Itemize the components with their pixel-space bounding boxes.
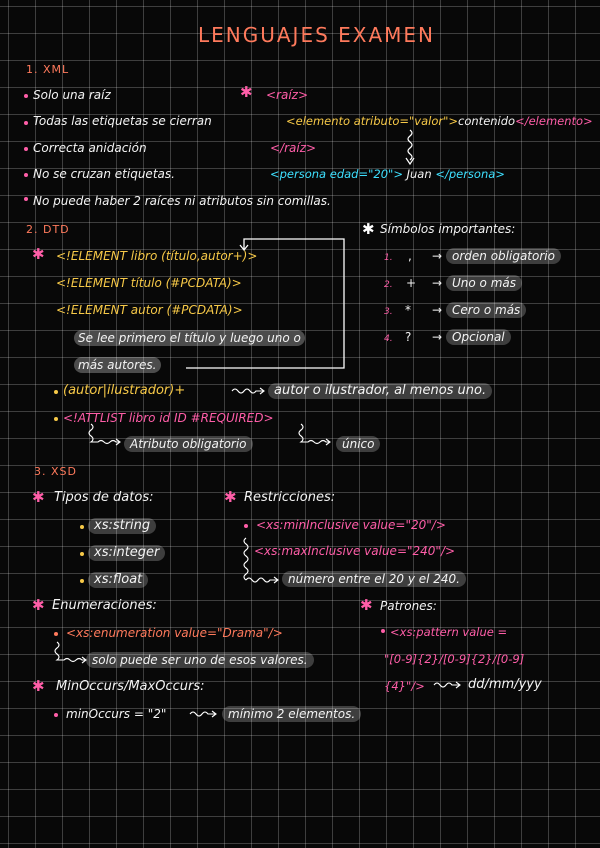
star-icon: ✱ [224,488,237,506]
dtd-autor-ilustrador: (autor|ilustrador)+ [63,383,186,398]
symbol-meaning: Opcional [446,329,511,345]
xml-point-1: Solo una raíz [33,88,111,102]
xsd-types-title: Tipos de datos: [54,490,154,505]
xsd-enum-meaning: solo puede ser uno de esos valores. [86,652,314,668]
xsd-pattern-line-1 [390,624,507,640]
xsd-pattern-line-3: {4}"/> [384,679,425,693]
symbol-meaning: Cero o más [446,302,526,318]
xsd-max-inclusive: <xs:maxInclusive value="240"/> [254,544,456,558]
bracket-arrow-icon [160,236,350,370]
dtd-heading: 2. DTD [26,223,70,236]
star-icon: ✱ [32,596,45,614]
xml-root-close: </raíz> [270,141,317,155]
symbol-num: 4. [384,334,393,344]
symbol-char: ? [405,330,412,344]
symbol-char: , [408,249,412,263]
symbols-title: Símbolos importantes: [380,222,516,236]
star-icon: ✱ [360,596,373,614]
element-close-tag: </elemento> [515,114,593,128]
xsd-type: xs:float [88,572,148,588]
page-title: LENGUAJES EXAMEN [198,23,436,47]
dtd-attlist: <!ATTLIST libro id ID #REQUIRED> [63,411,274,425]
squiggle-down-arrow-icon [404,130,416,166]
bullet [54,390,58,394]
dtd-note-line-1: Se lee primero el título y luego uno o [74,330,305,346]
dtd-element-titulo: <!ELEMENT título (#PCDATA)> [56,276,242,290]
xml-root-open: <raíz> [266,88,309,102]
persona-content: Juan [406,167,432,181]
xsd-heading: 3. XSD [34,465,77,478]
symbol-num: 1. [384,253,393,263]
persona-open-tag: <persona edad="20"> [270,167,403,181]
persona-close-tag: </persona> [435,167,505,181]
xsd-enum-title: Enumeraciones: [52,598,157,613]
bullet [24,197,28,201]
dtd-required-meaning: Atributo obligatorio [124,436,253,452]
xml-heading: 1. XML [26,63,70,76]
arrow-right-icon: → [432,330,443,344]
wavy-arrow-icon [246,574,282,586]
bullet [54,713,58,717]
xsd-type: xs:string [88,518,156,534]
bullet [244,524,248,528]
xsd-restrictions-title: Restricciones: [244,490,336,505]
bullet [381,629,385,633]
element-open-tag: <elemento atributo="valor"> [286,114,459,128]
bullet [54,417,58,421]
xml-point-4: No se cruzan etiquetas. [33,167,175,181]
symbol-num: 2. [384,280,393,290]
xsd-min-inclusive: <xs:minInclusive value="20"/> [256,518,446,532]
dtd-note-line-2: más autores. [74,357,161,373]
dtd-id-meaning: único [336,436,380,452]
xsd-min-occurs: minOccurs = "2" [66,707,167,721]
bullet [80,579,84,583]
star-icon: ✱ [32,677,45,695]
curly-arrow-icon [54,642,90,666]
symbol-meaning: orden obligatorio [446,248,561,264]
arrow-right-icon: → [432,303,443,317]
xsd-enum-code: <xs:enumeration value="Drama"/> [66,626,283,640]
bullet [24,121,28,125]
symbol-num: 3. [384,307,393,317]
bullet [24,173,28,177]
star-icon: ✱ [240,83,253,101]
bullet [80,552,84,556]
bullet [80,525,84,529]
curly-arrow-icon [298,424,334,448]
wavy-arrow-icon [232,386,268,396]
bullet [54,632,58,636]
xml-element-line [286,113,593,129]
bullet [24,147,28,151]
arrow-right-icon: → [432,249,443,263]
dtd-element-libro: <!ELEMENT libro (título,autor+)> [56,249,258,263]
dtd-element-autor: <!ELEMENT autor (#PCDATA)> [56,303,243,317]
dtd-autor-ilustrador-meaning: autor o ilustrador, al menos uno. [268,383,492,399]
xml-persona-line [270,166,505,182]
xsd-type: xs:integer [88,545,165,561]
star-icon: ✱ [362,220,375,238]
xml-point-2: Todas las etiquetas se cierran [33,114,212,128]
xml-point-3: Correcta anidación [33,141,147,155]
symbol-char: + [406,276,417,290]
symbol-char: * [405,303,411,317]
wavy-arrow-icon [190,709,220,719]
xsd-restriction-meaning: número entre el 20 y el 240. [282,571,466,587]
star-icon: ✱ [32,488,45,506]
xsd-min-occurs-meaning: mínimo 2 elementos. [222,706,361,722]
star-icon: ✱ [32,245,45,263]
arrow-right-icon: → [432,276,443,290]
pattern-tag: <xs:pattern value = [390,625,508,639]
xsd-patterns-title: Patrones: [380,599,437,613]
bullet [24,94,28,98]
curly-arrow-icon [88,424,124,448]
xml-point-5: No puede haber 2 raíces ni atributos sin comillas. [33,194,331,208]
element-content: contenido [458,114,516,128]
xsd-occurs-title: MinOccurs/MaxOccurs: [56,679,205,694]
wavy-arrow-icon [434,680,464,690]
xsd-pattern-meaning: dd/mm/yyy [468,677,542,692]
xsd-pattern-line-2: "[0-9]{2}/[0-9]{2}/[0-9] [384,652,525,666]
symbol-meaning: Uno o más [446,275,522,291]
